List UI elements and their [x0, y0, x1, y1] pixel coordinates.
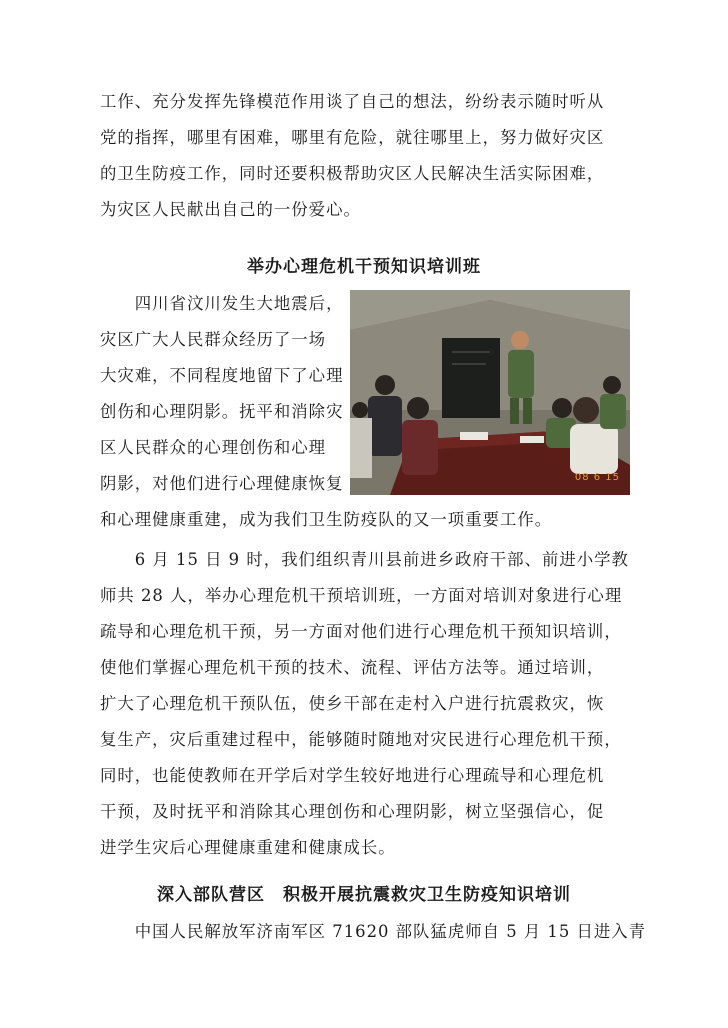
paragraph-line: 创伤和心理阴影。抚平和消除灾	[100, 402, 344, 421]
paragraph-line: 阴影，对他们进行心理健康恢复	[100, 474, 344, 493]
paragraph-line: 工作、充分发挥先锋模范作用谈了自己的想法，纷纷表示随时听从	[100, 92, 605, 111]
paragraph-line: 四川省汶川发生大地震后，	[100, 294, 344, 313]
paragraph-line: 为灾区人民献出自己的一份爱心。	[100, 200, 361, 219]
training-class-photo	[350, 290, 630, 495]
paragraph-line: 的卫生防疫工作，同时还要积极帮助灾区人民解决生活实际困难，	[100, 164, 605, 183]
paragraph-line: 师共 28 人，举办心理危机干预培训班，一方面对培训对象进行心理	[100, 586, 623, 605]
paragraph-line: 6 月 15 日 9 时，我们组织青川县前进乡政府干部、前进小学教	[100, 550, 629, 569]
paragraph-line: 扩大了心理危机干预队伍，使乡干部在走村入户进行抗震救灾，恢	[100, 694, 605, 713]
paragraph-line: 干预，及时抚平和消除其心理创伤和心理阴影，树立坚强信心，促	[100, 802, 605, 821]
paragraph-line: 同时，也能使教师在开学后对学生较好地进行心理疏导和心理危机	[100, 766, 605, 785]
paragraph-line: 进学生灾后心理健康重建和健康成长。	[100, 838, 396, 857]
paragraph-line: 中国人民解放军济南军区 71620 部队猛虎师自 5 月 15 日进入青	[100, 922, 647, 941]
paragraph-line: 党的指挥，哪里有困难，哪里有危险，就往哪里上，努力做好灾区	[100, 128, 605, 147]
paragraph-line: 灾区广大人民群众经历了一场	[100, 330, 327, 349]
section-heading-psych-training: 举办心理危机干预知识培训班	[247, 257, 481, 277]
paragraph-line: 区人民群众的心理创伤和心理	[100, 438, 327, 457]
paragraph-line: 复生产，灾后重建过程中，能够随时随地对灾民进行心理危机干预，	[100, 730, 622, 749]
paragraph-line: 使他们掌握心理危机干预的技术、流程、评估方法等。通过培训，	[100, 658, 605, 677]
paragraph-line: 和心理健康重建，成为我们卫生防疫队的又一项重要工作。	[100, 510, 553, 529]
paragraph-line: 疏导和心理危机干预，另一方面对他们进行心理危机干预知识培训，	[100, 622, 622, 641]
section-heading-army-camp: 深入部队营区 积极开展抗震救灾卫生防疫知识培训	[157, 885, 571, 905]
photo-date-stamp: 08 6 15	[574, 472, 620, 483]
paragraph-line: 大灾难，不同程度地留下了心理	[100, 366, 344, 385]
